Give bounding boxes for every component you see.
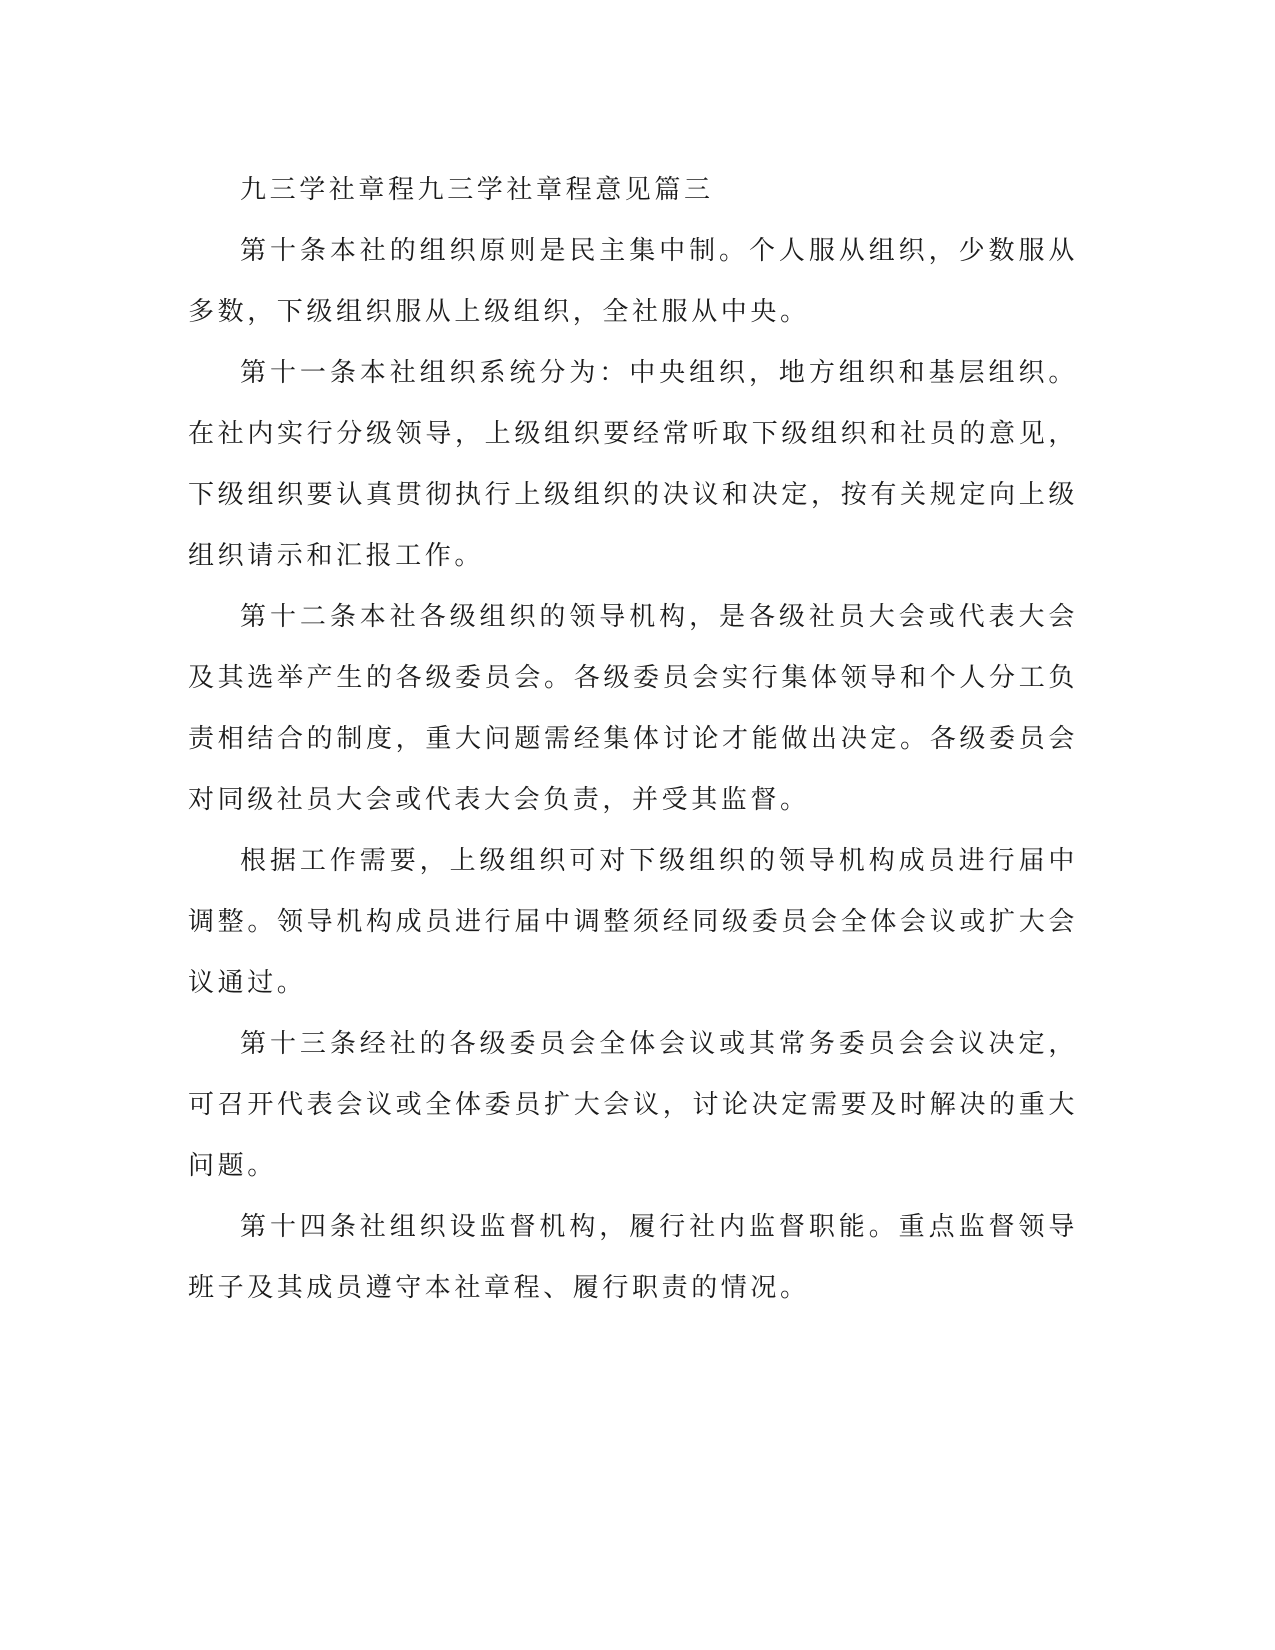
document-title: 九三学社章程九三学社章程意见篇三 <box>240 175 714 205</box>
paragraph-article-12: 第十二条本社各级组织的领导机构，是各级社员大会或代表大会及其选举产生的各级委员会。各级委员会实行集体领导和个人分工负责相结合的制度，重大问题需经集体讨论才能做出决定。各级委员会对同级社员大会或代表大会负责，并受其监督。 <box>188 602 1078 815</box>
paragraph-adjustment: 根据工作需要，上级组织可对下级组织的领导机构成员进行届中调整。领导机构成员进行届中调整须经同级委员会全体会议或扩大会议通过。 <box>188 846 1078 998</box>
paragraph-article-10: 第十条本社的组织原则是民主集中制。个人服从组织，少数服从多数，下级组织服从上级组织，全社服从中央。 <box>188 236 1078 327</box>
paragraph-article-14: 第十四条社组织设监督机构，履行社内监督职能。重点监督领导班子及其成员遵守本社章程、履行职责的情况。 <box>188 1212 1078 1303</box>
document-body <box>188 160 1078 1319</box>
paragraph-article-13: 第十三条经社的各级委员会全体会议或其常务委员会会议决定，可召开代表会议或全体委员扩大会议，讨论决定需要及时解决的重大问题。 <box>188 1029 1078 1181</box>
paragraph-article-11: 第十一条本社组织系统分为：中央组织，地方组织和基层组织。在社内实行分级领导，上级组织要经常听取下级组织和社员的意见，下级组织要认真贯彻执行上级组织的决议和决定，按有关规定向上级组织请示和汇报工作。 <box>188 358 1078 571</box>
